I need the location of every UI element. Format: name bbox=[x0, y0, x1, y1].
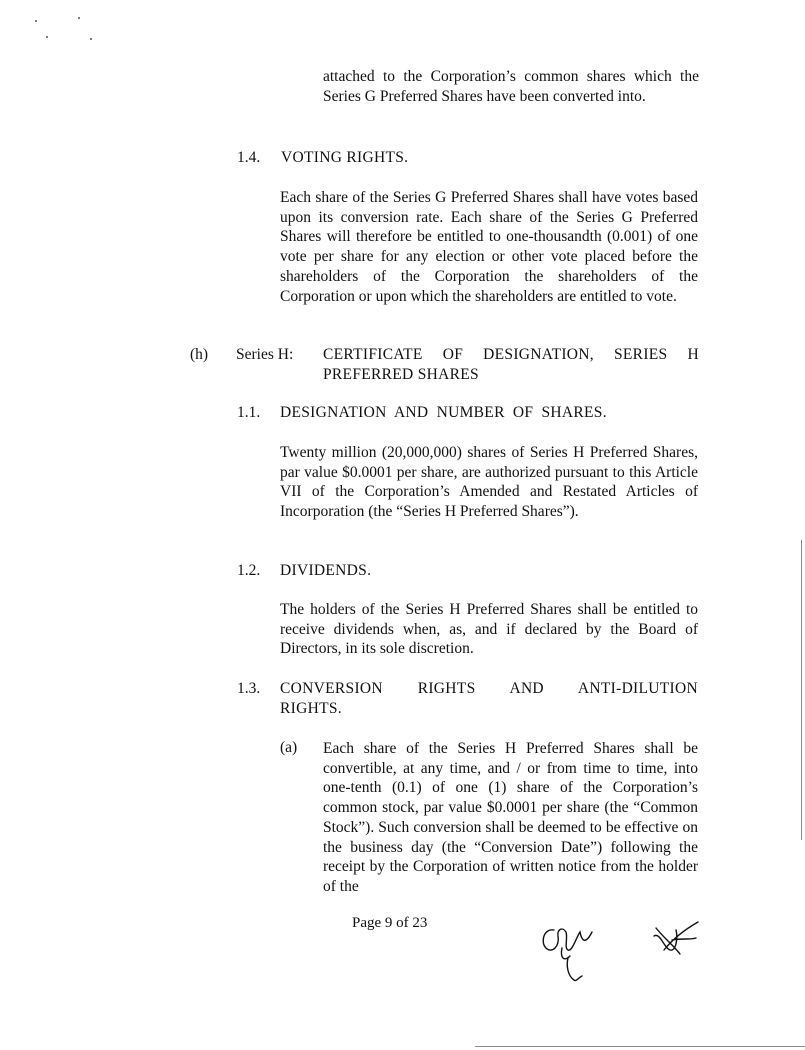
section-number: 1.4. bbox=[237, 149, 261, 166]
section-heading-line2: RIGHTS. bbox=[280, 700, 342, 717]
scan-speck bbox=[90, 38, 92, 40]
section-number: 1.3. bbox=[237, 680, 261, 697]
section-body: Each share of the Series G Preferred Shares shall have votes based upon its conversion rate. Each share of the Series G Preferred Shares will therefore be entitled to one-thousandth (0.001) of one vote per share for any election or other vote placed before the shareholders of the Corporation the shareholders of the Corporation or upon which the shareholders are entitled to vote. bbox=[280, 189, 698, 305]
section-heading: DIVIDENDS. bbox=[280, 562, 372, 579]
section-heading: DESIGNATION AND NUMBER OF SHARES. bbox=[280, 404, 607, 421]
series-label: Series H: bbox=[236, 346, 294, 363]
signature-initials-2 bbox=[650, 918, 705, 963]
certificate-title: CERTIFICATE OF DESIGNATION, SERIES H bbox=[323, 346, 699, 363]
page-number: Page 9 of 23 bbox=[352, 915, 428, 931]
signature-initials-1 bbox=[538, 918, 608, 988]
continuation-paragraph: attached to the Corporation’s common shares which the Series G Preferred Shares have been converted into. bbox=[323, 68, 699, 105]
scan-speck bbox=[46, 36, 48, 38]
certificate-title-line2: PREFERRED SHARES bbox=[323, 366, 479, 383]
section-number: 1.1. bbox=[237, 404, 261, 421]
scan-speck bbox=[78, 17, 80, 19]
scan-speck bbox=[35, 20, 37, 22]
subitem-label: (a) bbox=[280, 739, 298, 756]
section-heading: CONVERSION RIGHTS AND ANTI-DILUTION bbox=[280, 680, 698, 697]
subitem-body: Each share of the Series H Preferred Shares shall be convertible, at any time, and / or from time to time, into one-tenth (0.1) of one (1) share of the Corporation’s common stock, par value $0.0001 per share (the “Common Stock”). Such conversion shall be deemed to be effective on the business day (the “Conversion Date”) following the receipt by the Corporation of written notice from the holder of the bbox=[323, 740, 698, 895]
section-body: The holders of the Series H Preferred Shares shall be entitled to receive dividends when, as, and if declared by the Board of Directors, in its sole discretion. bbox=[280, 601, 698, 658]
section-number: 1.2. bbox=[237, 562, 261, 579]
section-heading: VOTING RIGHTS. bbox=[281, 149, 409, 166]
scan-bottom-line bbox=[475, 1046, 805, 1047]
scan-edge-line bbox=[801, 540, 802, 840]
section-body: Twenty million (20,000,000) shares of Series H Preferred Shares, par value $0.0001 per share, are authorized pursuant to this Article VII of the Corporation’s Amended and Restated Articles of Incorporation (the “Series H Preferred Shares”). bbox=[280, 444, 698, 521]
item-label: (h) bbox=[190, 346, 209, 363]
